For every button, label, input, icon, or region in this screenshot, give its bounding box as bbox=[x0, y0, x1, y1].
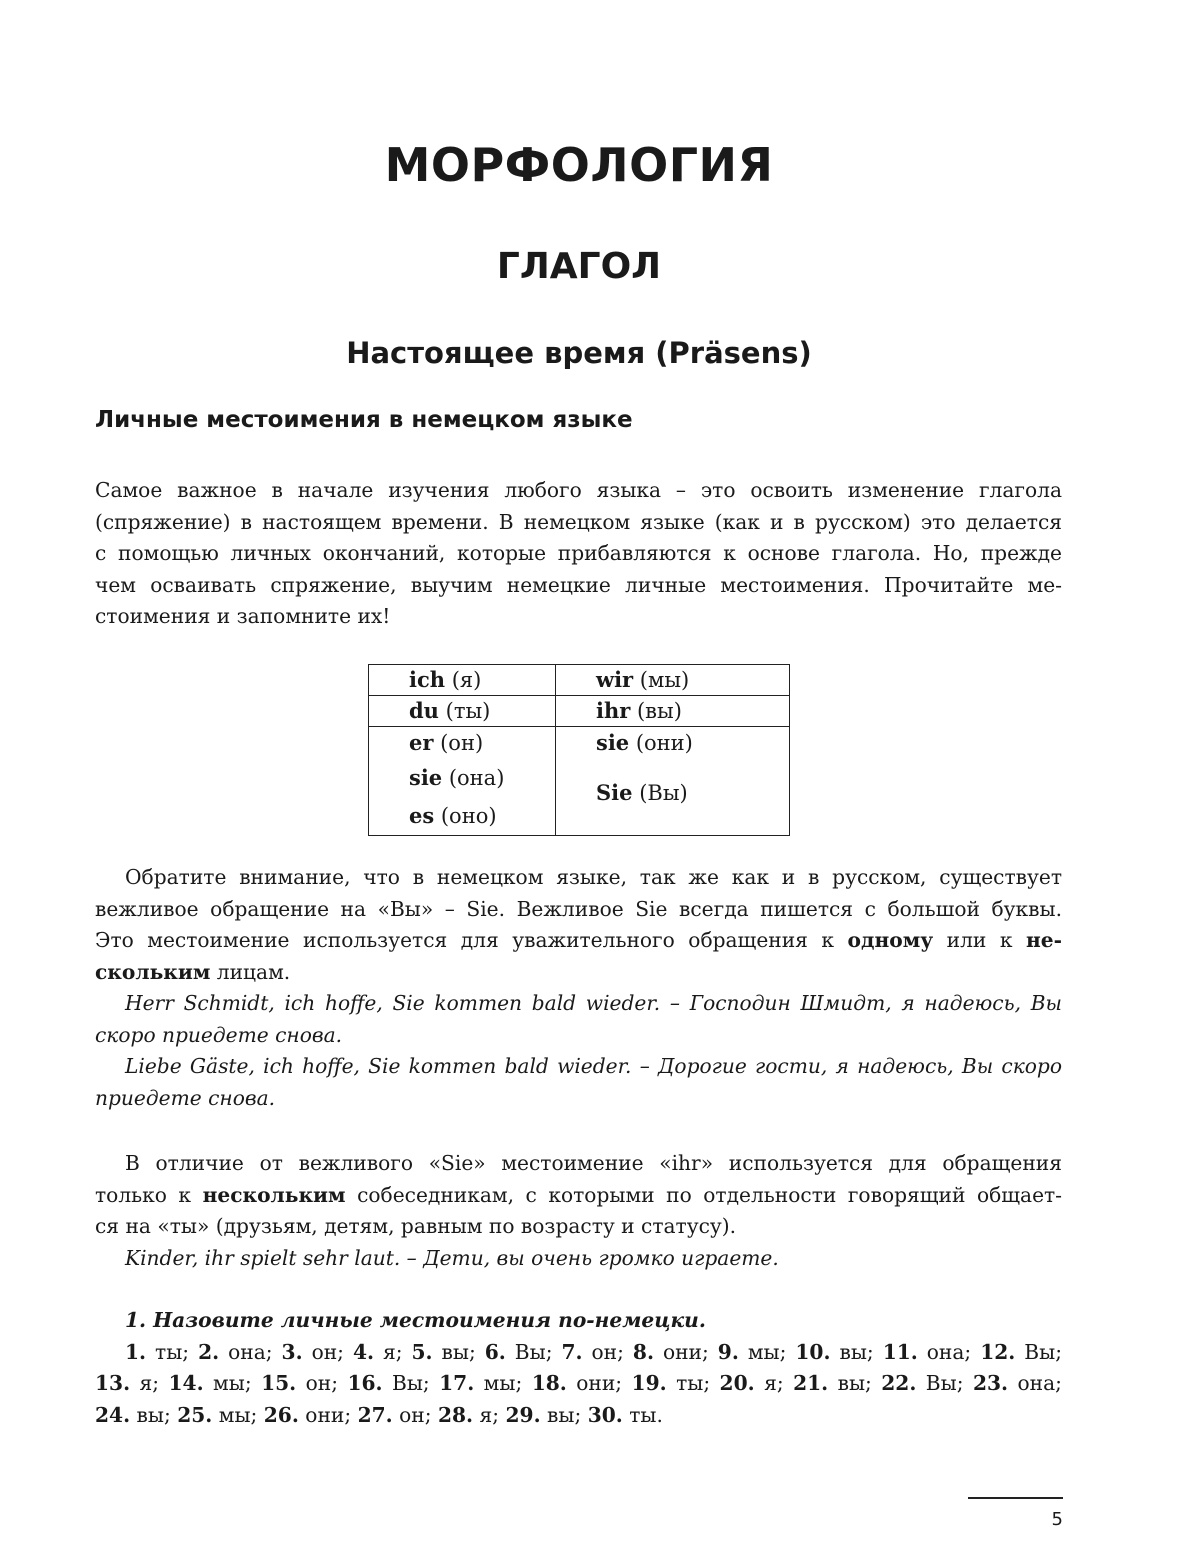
section-title: ГЛАГОЛ bbox=[496, 246, 662, 287]
exercise-item: 2. она; bbox=[198, 1339, 273, 1364]
exercise-item: 27. он; bbox=[357, 1402, 432, 1427]
exercise-item: 10. вы; bbox=[795, 1339, 874, 1364]
exercise-item: 30. ты. bbox=[587, 1402, 663, 1427]
intro-line: чем осваивать спряжение, выучим немецкие личные местоимения. Прочитайте ме- bbox=[95, 572, 1062, 597]
exercise-item: 24. вы; bbox=[95, 1402, 171, 1427]
exercise-title: 1. Назовите личные местоимения по-немецки. bbox=[125, 1308, 706, 1332]
exercise-item: 3. он; bbox=[281, 1339, 344, 1364]
exercise-item: 23. она; bbox=[972, 1371, 1062, 1395]
pronoun-cell: ihr (вы) bbox=[556, 696, 790, 727]
exercise-item: 26. они; bbox=[263, 1402, 352, 1427]
intro-line: (спряжение) в настоящем времени. В немецком языке (как и в русском) это делается bbox=[95, 509, 1062, 534]
example: Herr Schmidt, ich hoffe, Sie kommen bald wieder. – Господин Шмидт, я надеюсь, Вы bbox=[125, 991, 1062, 1015]
pronoun-cell: sie (они) Sie (Вы) bbox=[556, 727, 790, 836]
footer-rule bbox=[968, 1497, 1063, 1499]
exercise-item: 14. мы; bbox=[168, 1371, 252, 1395]
exercise-item: 7. он; bbox=[561, 1339, 624, 1364]
exercise-item: 13. я; bbox=[95, 1371, 160, 1395]
exercise-1 bbox=[95, 1305, 1062, 1431]
pronoun-cell: ich (я) bbox=[369, 665, 556, 696]
example: Liebe Gäste, ich hoffe, Sie kommen bald wieder. – Дорогие гости, я надеюсь, Вы скоро bbox=[125, 1054, 1062, 1078]
pronoun-table bbox=[368, 664, 790, 836]
topic-heading: Личные местоимения в немецком языке bbox=[95, 407, 633, 433]
exercise-item: 17. мы; bbox=[439, 1371, 523, 1395]
ihr-note: В отличие от вежливого «Sie» местоимение «ihr» используется для обращения только к нескольким собеседникам, с которыми по отдельности говорящий общает- ся на «ты» (друзьям, детям, равным по возрасту и статусу). Kinder, ihr spielt sehr laut. – Дети, вы очень громко играете. bbox=[95, 1148, 1062, 1274]
pronoun-cell: du (ты) bbox=[369, 696, 556, 727]
polite-form-note: Обратите внимание, что в немецком языке, так же как и в русском, существует вежливое обращение на «Вы» – Sie. Вежливое Sie всегда пишется с большой буквы. Это местоимение используется для уважительного обращения к одному или к не- скольким лицам. Herr Schmidt, ich hoffe, Sie kommen bald wieder. – Господин Шмидт, я надеюсь, Вы скоро приедете снова. Liebe Gäste, ich hoffe, Sie kommen bald wieder. – Дорогие гости, я надеюсь, Вы скоро приедете снова. bbox=[95, 862, 1062, 1114]
chapter-title: МОРФОЛОГИЯ bbox=[384, 138, 774, 192]
exercise-item: 21. вы; bbox=[793, 1371, 872, 1395]
exercise-item: 15. он; bbox=[261, 1371, 339, 1395]
exercise-item: 5. вы; bbox=[411, 1339, 476, 1364]
exercise-line bbox=[95, 1337, 1062, 1369]
exercise-item: 22. Вы; bbox=[881, 1371, 964, 1395]
exercise-item: 9. мы; bbox=[717, 1339, 787, 1364]
intro-line: Самое важное в начале изучения любого языка – это освоить изменение глагола bbox=[95, 478, 1062, 502]
exercise-item: 18. они; bbox=[531, 1371, 623, 1395]
example: приедете снова. bbox=[95, 1085, 276, 1110]
example: скоро приедете снова. bbox=[95, 1022, 343, 1047]
exercise-item: 4. я; bbox=[352, 1339, 403, 1364]
exercise-item: 28. я; bbox=[437, 1402, 500, 1427]
exercise-item: 20. я; bbox=[719, 1371, 784, 1395]
exercise-item: 16. Вы; bbox=[347, 1371, 430, 1395]
exercise-item: 11. она; bbox=[882, 1339, 972, 1364]
intro-paragraph bbox=[95, 475, 1062, 633]
exercise-line bbox=[95, 1400, 1062, 1432]
exercise-item: 12. Вы; bbox=[980, 1339, 1062, 1364]
exercise-item: 6. Вы; bbox=[484, 1339, 553, 1364]
exercise-item: 1. ты; bbox=[125, 1339, 190, 1364]
exercise-item: 8. они; bbox=[632, 1339, 709, 1364]
pronoun-cell: er (он) sie (она) es (оно) bbox=[369, 727, 556, 836]
page-number: 5 bbox=[1051, 1509, 1063, 1530]
exercise-item: 25. мы; bbox=[177, 1402, 258, 1427]
intro-line: стоимения и запомните их! bbox=[95, 604, 391, 628]
intro-line: с помощью личных окончаний, которые прибавляются к основе глагола. Но, прежде bbox=[95, 541, 1062, 565]
exercise-item: 19. ты; bbox=[631, 1371, 711, 1395]
exercise-line bbox=[95, 1368, 1062, 1400]
exercise-item: 29. вы; bbox=[505, 1402, 582, 1427]
example: Kinder, ihr spielt sehr laut. – Дети, вы очень громко играете. bbox=[125, 1245, 779, 1270]
pronoun-cell: wir (мы) bbox=[556, 665, 790, 696]
subsection-title: Настоящее время (Präsens) bbox=[346, 336, 812, 370]
